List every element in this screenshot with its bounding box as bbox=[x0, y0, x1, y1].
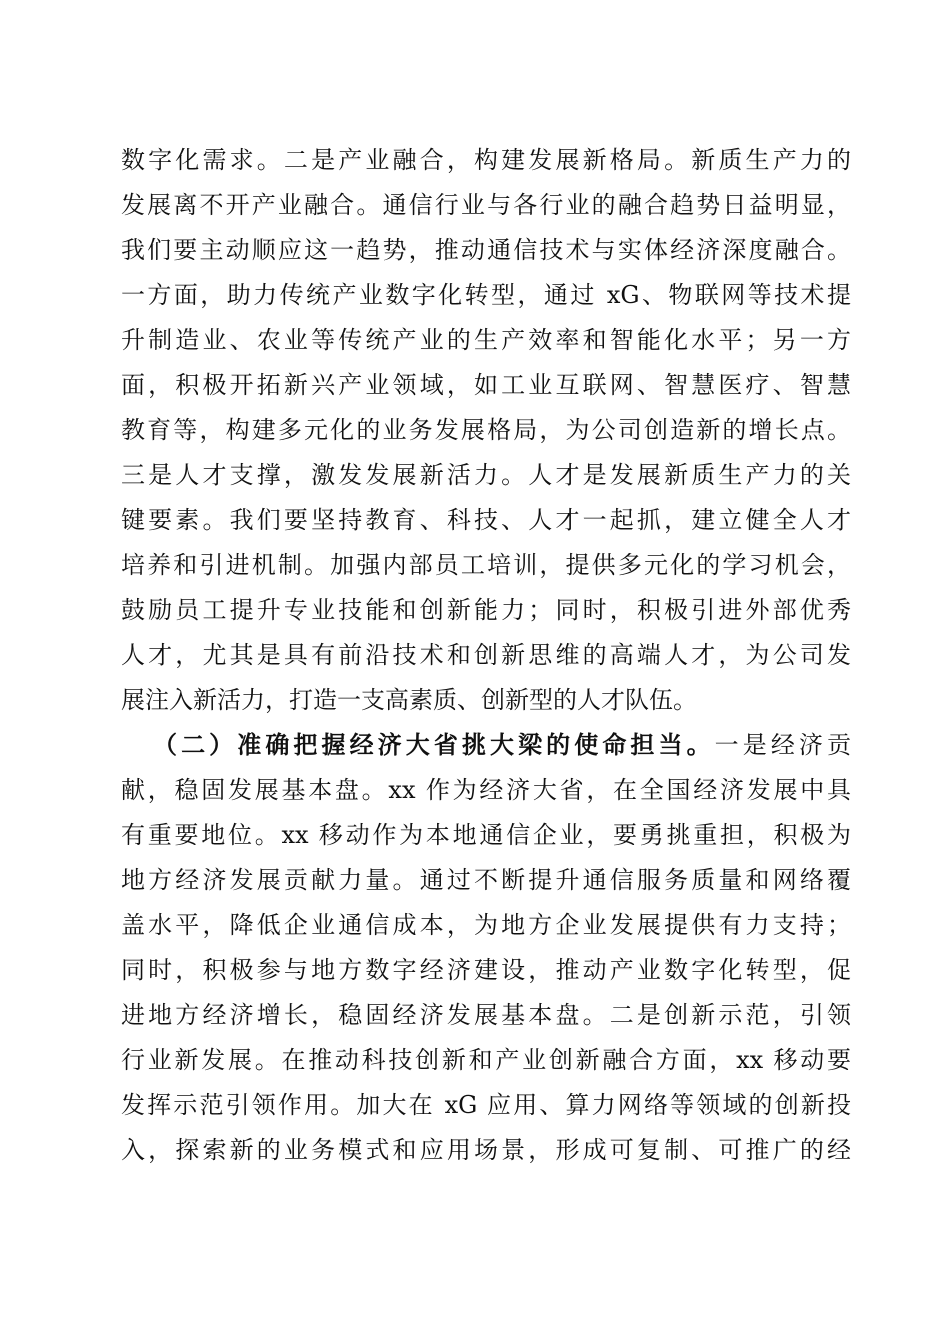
text-line: 升制造业、农业等传统产业的生产效率和智能化水平；另一方 bbox=[121, 326, 851, 354]
text-line: 进地方经济增长，稳固经济发展基本盘。二是创新示范，引领 bbox=[121, 1001, 851, 1029]
text-line: 培养和引进机制。加强内部员工培训，提供多元化的学习机会， bbox=[121, 551, 851, 579]
text-line: 一方面，助力传统产业数字化转型，通过 xG、物联网等技术提 bbox=[121, 281, 851, 309]
text-line: 入，探索新的业务模式和应用场景，形成可复制、可推广的经 bbox=[121, 1136, 851, 1164]
text-line: 同时，积极参与地方数字经济建设，推动产业数字化转型，促 bbox=[121, 956, 851, 984]
text-line: 行业新发展。在推动科技创新和产业创新融合方面，xx 移动要 bbox=[121, 1046, 851, 1074]
text-line: 献，稳固发展基本盘。xx 作为经济大省，在全国经济发展中具 bbox=[121, 776, 851, 804]
text-line: 人才，尤其是具有前沿技术和创新思维的高端人才，为公司发 bbox=[121, 641, 851, 669]
text-line: 发挥示范引领作用。加大在 xG 应用、算力网络等领域的创新投 bbox=[121, 1091, 851, 1119]
text-line: 发展离不开产业融合。通信行业与各行业的融合趋势日益明显， bbox=[121, 191, 851, 219]
text-line: 地方经济发展贡献力量。通过不断提升通信服务质量和网络覆 bbox=[121, 866, 851, 894]
text-line: 鼓励员工提升专业技能和创新能力；同时，积极引进外部优秀 bbox=[121, 596, 851, 624]
text-line: 键要素。我们要坚持教育、科技、人才一起抓，建立健全人才 bbox=[121, 506, 851, 534]
text-line: 数字化需求。二是产业融合，构建发展新格局。新质生产力的 bbox=[121, 146, 851, 174]
text-line: 我们要主动顺应这一趋势，推动通信技术与实体经济深度融合。 bbox=[121, 236, 851, 264]
text-line: 有重要地位。xx 移动作为本地通信企业，要勇挑重担，积极为 bbox=[121, 821, 851, 849]
text-line: 面，积极开拓新兴产业领域，如工业互联网、智慧医疗、智慧 bbox=[121, 371, 851, 399]
paragraph-heading-line bbox=[153, 725, 851, 765]
heading-line-rest: 一是经济贡 bbox=[714, 731, 851, 759]
text-line: 教育等，构建多元化的业务发展格局，为公司创造新的增长点。 bbox=[121, 416, 851, 444]
text-line: 展注入新活力，打造一支高素质、创新型的人才队伍。 bbox=[121, 686, 697, 714]
section-heading: （二）准确把握经济大省挑大梁的使命担当。 bbox=[153, 730, 715, 759]
text-line: 三是人才支撑，激发发展新活力。人才是发展新质生产力的关 bbox=[121, 461, 851, 489]
text-line: 盖水平，降低企业通信成本，为地方企业发展提供有力支持； bbox=[121, 911, 851, 939]
